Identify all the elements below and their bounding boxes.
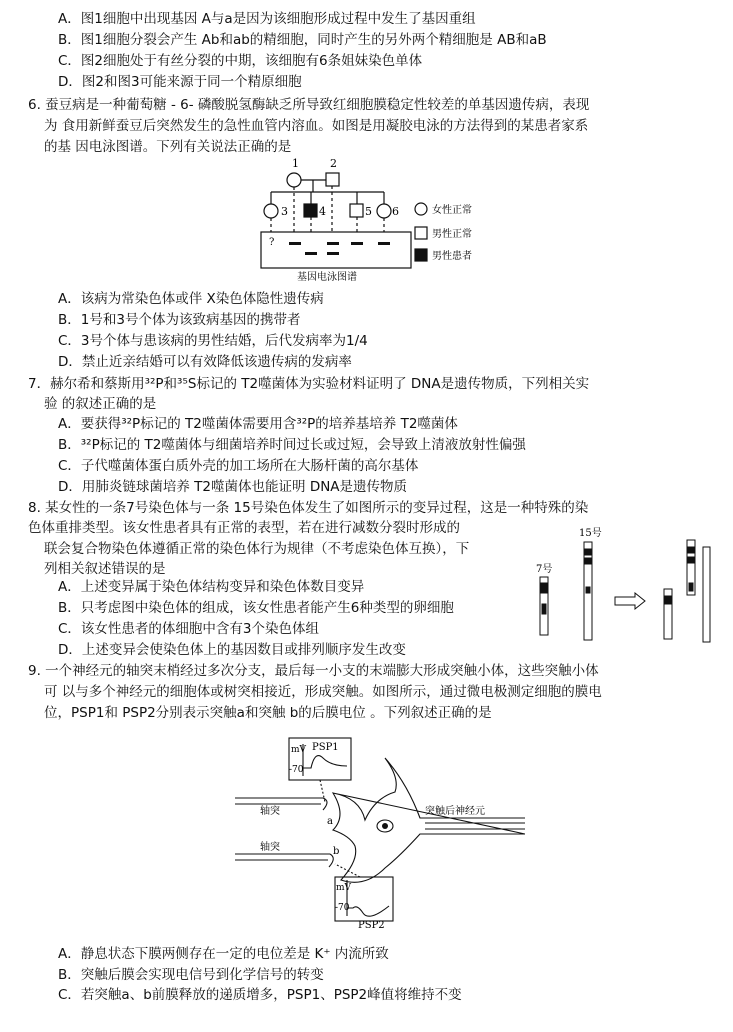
q6-option-a: A．该病为常染色体或伴 X染色体隐性遗传病 xyxy=(58,291,324,307)
q7-option-b: B．³²P标记的 T2噬菌体与细菌培养时间过长或过短，会导致上清液放射性偏强 xyxy=(58,437,526,453)
q9-option-c: C．若突触a、b前膜释放的递质增多，PSP1、PSP2峰值将维持不变 xyxy=(58,987,462,1003)
q8-stem-line2: 色体重排类型。该女性患者具有正常的表型，若在进行减数分裂时形成的 xyxy=(28,520,460,536)
synapse-b-label: b xyxy=(333,846,340,857)
pedigree-label-6: 6 xyxy=(392,205,399,218)
q7-option-d: D．用肺炎链球菌培养 T2噬菌体也能证明 DNA是遗传物质 xyxy=(58,479,408,495)
q6-stem-line2: 为 食用新鲜蚕豆后突然发生的急性血管内溶血。如图是用凝胶电泳的方法得到的某患者家系 xyxy=(44,118,589,134)
legend-male-normal: 男性正常 xyxy=(432,229,472,240)
q7-option-c: C．子代噬菌体蛋白质外壳的加工场所在大肠杆菌的高尔基体 xyxy=(58,458,419,474)
axon-label-2: 轴突 xyxy=(260,842,280,853)
q8-option-b: B．只考虑图中染色体的组成，该女性患者能产生6种类型的卵细胞 xyxy=(58,600,454,616)
q9-neuron-figure xyxy=(235,728,525,933)
psp1-minus70-label: -70 xyxy=(289,765,304,775)
pedigree-label-5: 5 xyxy=(365,205,372,218)
gel-caption: 基因电泳图谱 xyxy=(297,272,357,283)
q8-option-a: A．上述变异属于染色体结构变异和染色体数目变异 xyxy=(58,579,365,595)
psp1-label: PSP1 xyxy=(312,742,339,753)
pedigree-label-2: 2 xyxy=(330,158,337,170)
q5-option-a: A．图1细胞中出现基因 A与a是因为该细胞形成过程中发生了基因重组 xyxy=(58,11,476,27)
pedigree-label-3: 3 xyxy=(281,205,288,218)
q7-option-a: A．要获得³²P标记的 T2噬菌体需要用含³²P的培养基培养 T2噬菌体 xyxy=(58,416,458,432)
q7-stem-line2: 验 的叙述正确的是 xyxy=(44,396,157,412)
q8-option-c: C．该女性患者的体细胞中含有3个染色体组 xyxy=(58,621,320,637)
q8-chromosome-figure xyxy=(535,525,715,643)
q8-stem-line4: 列相关叙述错误的是 xyxy=(44,561,166,577)
psp2-minus70-label: -70 xyxy=(335,903,350,913)
postsynaptic-neuron-label: 突触后神经元 xyxy=(425,806,485,817)
psp2-label: PSP2 xyxy=(358,920,385,931)
label-chromosome-7: 7号 xyxy=(536,564,553,575)
q6-option-c: C．3号个体与患该病的男性结婚，后代发病率为1/4 xyxy=(58,333,368,349)
q8-option-d: D．上述变异会使染色体上的基因数目或排列顺序发生改变 xyxy=(58,642,406,658)
q5-option-d: D．图2和图3可能来源于同一个精原细胞 xyxy=(58,74,302,90)
q6-stem-line1: 6. 蚕豆病是一种葡萄糖 - 6- 磷酸脱氢酶缺乏所导致红细胞膜稳定性较差的单基因遗传病，表现 xyxy=(28,97,590,113)
q8-stem-line1: 8. 某女性的一条7号染色体与一条 15号染色体发生了如图所示的变异过程，这是一种特殊的染 xyxy=(28,500,589,516)
gel-question-mark: ? xyxy=(269,237,275,248)
q6-stem-line3: 的基 因电泳图谱。下列有关说法正确的是 xyxy=(44,139,292,155)
axon-label-1: 轴突 xyxy=(260,806,280,817)
q9-option-b: B．突触后膜会实现电信号到化学信号的转变 xyxy=(58,967,324,983)
pedigree-label-4: 4 xyxy=(319,205,326,218)
q5-option-b: B．图1细胞分裂会产生 Ab和ab的精细胞，同时产生的另外两个精细胞是 AB和aB xyxy=(58,32,547,48)
psp2-mv-label: mV xyxy=(336,883,352,893)
synapse-a-label: a xyxy=(327,816,333,827)
q9-stem-line1: 9. 一个神经元的轴突末梢经过多次分支，最后每一小支的末端膨大形成突触小体，这些突触小体 xyxy=(28,663,599,679)
q6-pedigree-figure xyxy=(255,158,495,288)
legend-male-patient: 男性患者 xyxy=(432,251,472,262)
q9-stem-line3: 位，PSP1和 PSP2分别表示突触a和突触 b的后膜电位 。下列叙述正确的是 xyxy=(44,705,492,721)
legend-female-normal: 女性正常 xyxy=(432,205,472,216)
q9-option-a: A．静息状态下膜两侧存在一定的电位差是 K⁺ 内流所致 xyxy=(58,946,389,962)
label-chromosome-15: 15号 xyxy=(579,528,602,539)
q7-stem-line1: 7．赫尔希和蔡斯用³²P和³⁵S标记的 T2噬菌体为实验材料证明了 DNA是遗传物质，下列相关实 xyxy=(28,376,590,392)
q6-option-b: B．1号和3号个体为该致病基因的携带者 xyxy=(58,312,301,328)
q6-option-d: D．禁止近亲结婚可以有效降低该遗传病的发病率 xyxy=(58,354,352,370)
q8-stem-line3: 联会复合物染色体遵循正常的染色体行为规律（不考虑染色体互换），下 xyxy=(44,541,470,557)
psp1-mv-label: mV xyxy=(291,745,307,755)
q5-option-c: C．图2细胞处于有丝分裂的中期，该细胞有6条姐妹染色单体 xyxy=(58,53,423,69)
q9-stem-line2: 可 以与多个神经元的细胞体或树突相接近，形成突触。如图所示，通过微电极测定细胞的膜电 xyxy=(44,684,602,700)
pedigree-label-1: 1 xyxy=(292,158,299,170)
